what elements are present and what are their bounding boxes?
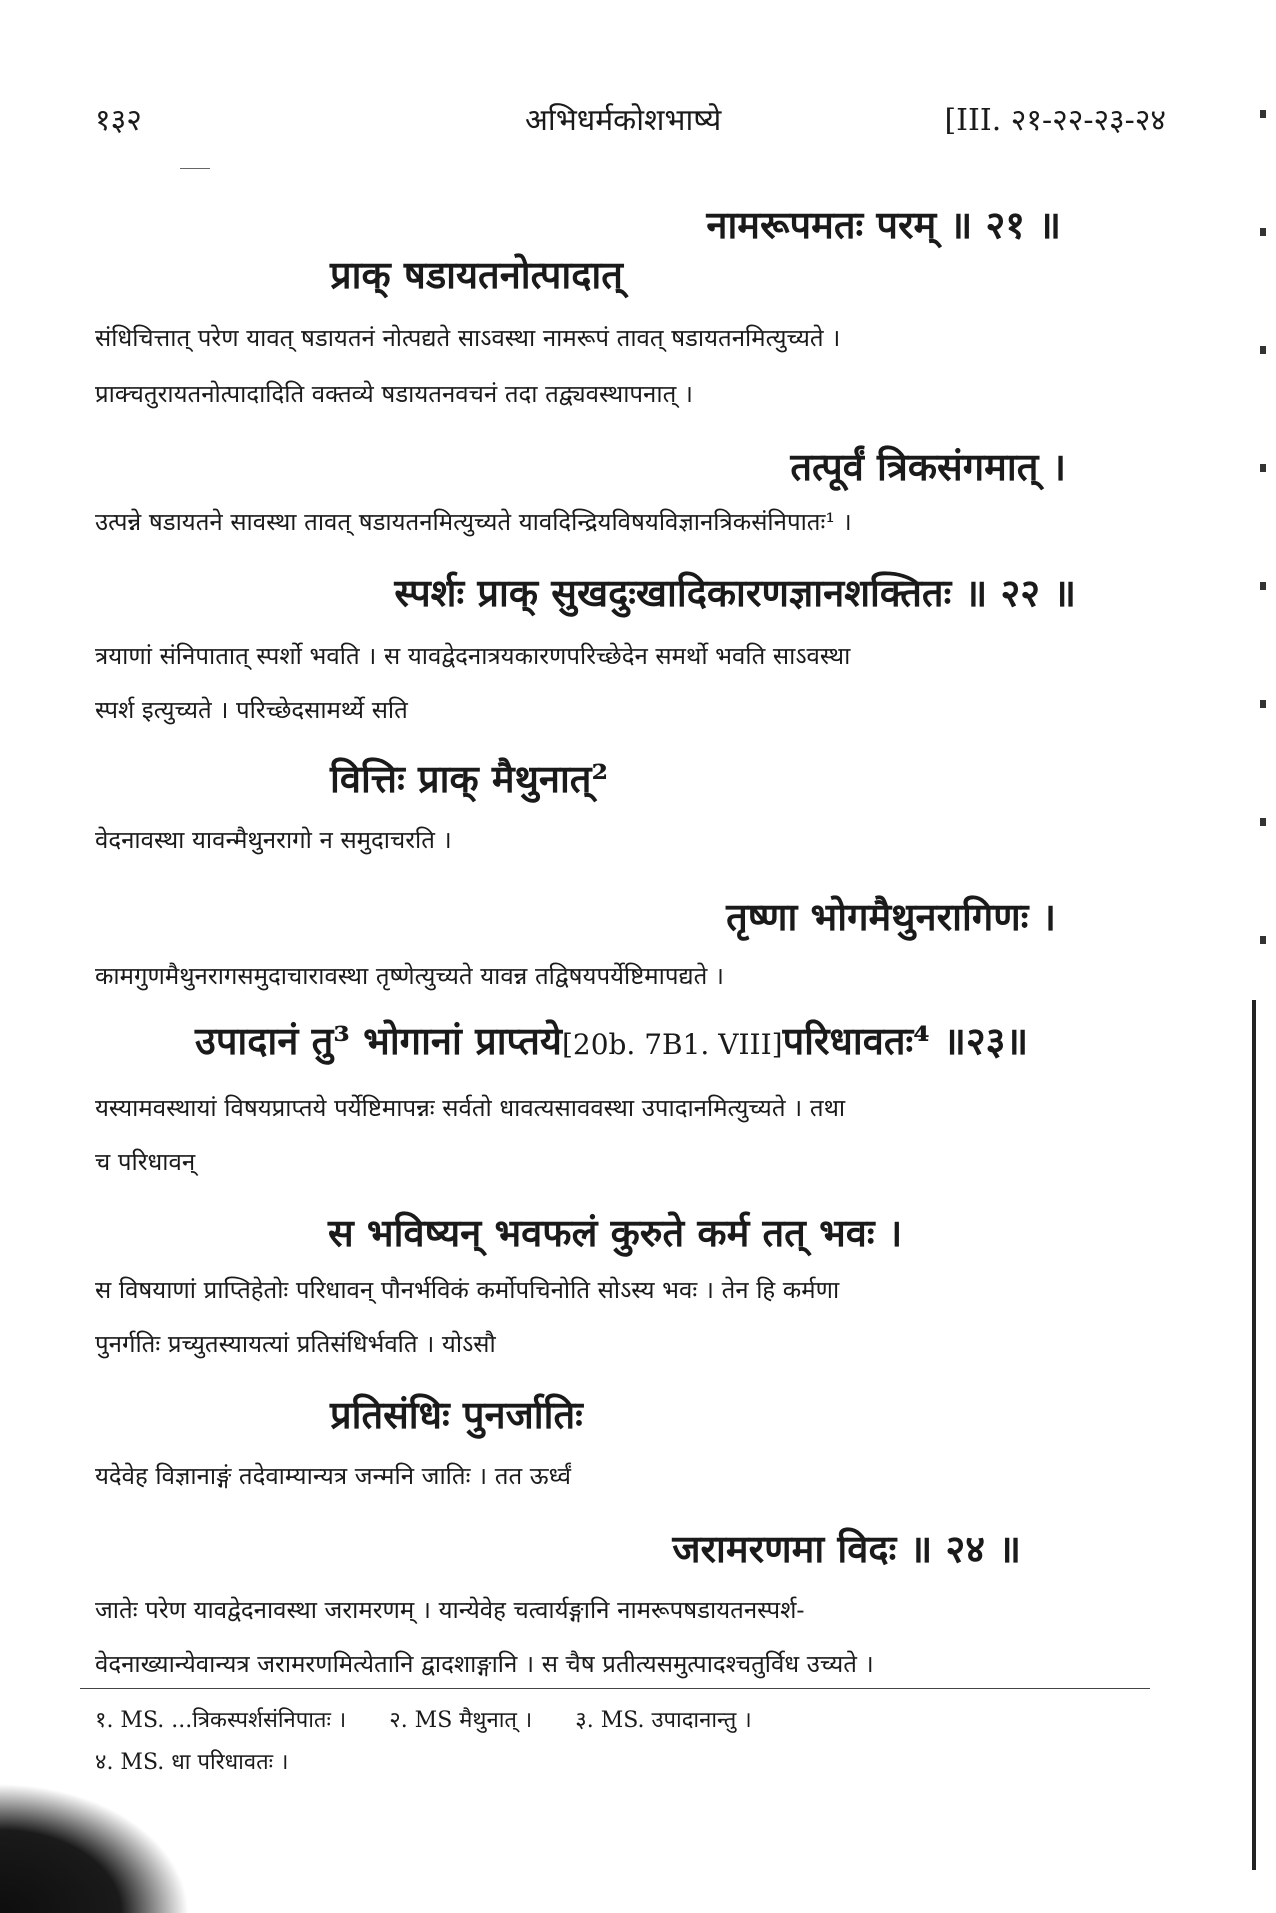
verse-24c: जरामरणमा विदः ॥ २४ ॥ [672, 1526, 1021, 1571]
commentary-line: प्राक्चतुरायतनोत्पादादिति वक्तव्ये षडायतनवचनं तदा तद्व्यवस्थापनात् । [95, 380, 693, 408]
verse-22c: स्पर्शः प्राक् सुखदुःखादिकारणज्ञानशक्तितः ॥ २२ ॥ [394, 570, 1076, 615]
page-header [95, 98, 1166, 148]
corner-shadow [0, 1783, 190, 1913]
running-title: अभिधर्मकोशभाष्ये [525, 103, 722, 138]
verse-24a: स भविष्यन् भवफलं कुरुते कर्म तत् भवः । [328, 1210, 903, 1255]
commentary-line: वेदनावस्था यावन्मैथुनरागो न समुदाचरति । [95, 826, 452, 854]
section-reference: [III. २१-२२-२३-२४ [944, 103, 1166, 138]
commentary-line: च परिधावन् [95, 1148, 196, 1176]
commentary-line: त्रयाणां संनिपातात् स्पर्शो भवति । स यावद्वेदनात्रयकारणपरिच्छेदेन समर्थो भवति साऽवस्था [95, 642, 851, 670]
commentary-line: पुनर्गतिः प्रच्युतस्यायत्यां प्रतिसंधिर्भवति । योऽसौ [95, 1330, 496, 1358]
verse-21b: नामरूपमतः परम् ॥ २१ ॥ [706, 202, 1061, 247]
commentary-line: कामगुणमैथुनरागसमुदाचारावस्था तृष्णेत्युच्यते यावन्न तद्विषयपर्येष्टिमापद्यते । [95, 962, 724, 990]
commentary-line: स्पर्श इत्युच्यते । परिच्छेदसामर्थ्ये सति [95, 696, 408, 724]
verse-23a: वित्तिः प्राक् मैथुनात्² [330, 756, 609, 801]
commentary-line: उत्पन्ने षडायतने सावस्था तावत् षडायतनमित्युच्यते यावदिन्द्रियविषयविज्ञानत्रिकसंनिपातः¹ । [95, 508, 852, 536]
footnote-divider [80, 1688, 1150, 1689]
commentary-line: यस्यामवस्थायां विषयप्राप्तये पर्येष्टिमापन्नः सर्वतो धावत्यसाववस्था उपादानमित्युच्यते । तथा [95, 1094, 846, 1122]
footnote-3: ३. MS. उपादानान्तु । [575, 1708, 752, 1733]
page-edge-marks [1260, 0, 1266, 960]
commentary-line: वेदनाख्यान्येवान्यत्र जरामरणमित्येतानि द्वादशाङ्गानि । स चैष प्रतीत्यसमुत्पादश्चतुर्विध उच्यते । [95, 1650, 874, 1678]
verse-23b: तृष्णा भोगमैथुनरागिणः । [726, 894, 1056, 939]
verse-23c-end: परिधावतः⁴ ॥२३॥ [782, 1018, 1029, 1063]
page-edge-shadow [1252, 1000, 1256, 1870]
verse-22b: तत्पूर्वं त्रिकसंगमात् । [790, 444, 1066, 489]
verse-22a: प्राक् षडायतनोत्पादात् [330, 252, 623, 297]
page-number: १३२ [95, 103, 142, 138]
manuscript-folio-ref: [20b. 7B1. VIII] [561, 1028, 783, 1061]
commentary-line: संधिचित्तात् परेण यावत् षडायतनं नोत्पद्यते साऽवस्था नामरूपं तावत् षडायतनमित्युच्यते । [95, 324, 841, 352]
commentary-line: यदेवेह विज्ञानाङ्गं तदेवाम्यान्यत्र जन्मनि जातिः । तत ऊर्ध्वं [95, 1462, 571, 1490]
verse-24b: प्रतिसंधिः पुनर्जातिः [330, 1392, 583, 1437]
verse-23c-text: उपादानं तु³ भोगानां प्राप्तये [195, 1018, 562, 1063]
footnote-2: २. MS मैथुनात् । [389, 1708, 533, 1733]
footnote-1: १. MS. ...त्रिकस्पर्शसंनिपातः । [95, 1708, 347, 1733]
footnotes [95, 1700, 1135, 1784]
commentary-line: जातेः परेण यावद्वेदनावस्था जरामरणम् । यान्येवेह चत्वार्यङ्गानि नामरूपषडायतनस्पर्श- [95, 1596, 805, 1624]
commentary-line: स विषयाणां प्राप्तिहेतोः परिधावन् पौनर्भविकं कर्मोपचिनोति सोऽस्य भवः । तेन हि कर्मणा [95, 1276, 840, 1304]
header-mark [180, 168, 210, 169]
footnote-4: ४. MS. धा परिधावतः । [95, 1750, 289, 1775]
verse-23c [195, 1014, 1028, 1066]
